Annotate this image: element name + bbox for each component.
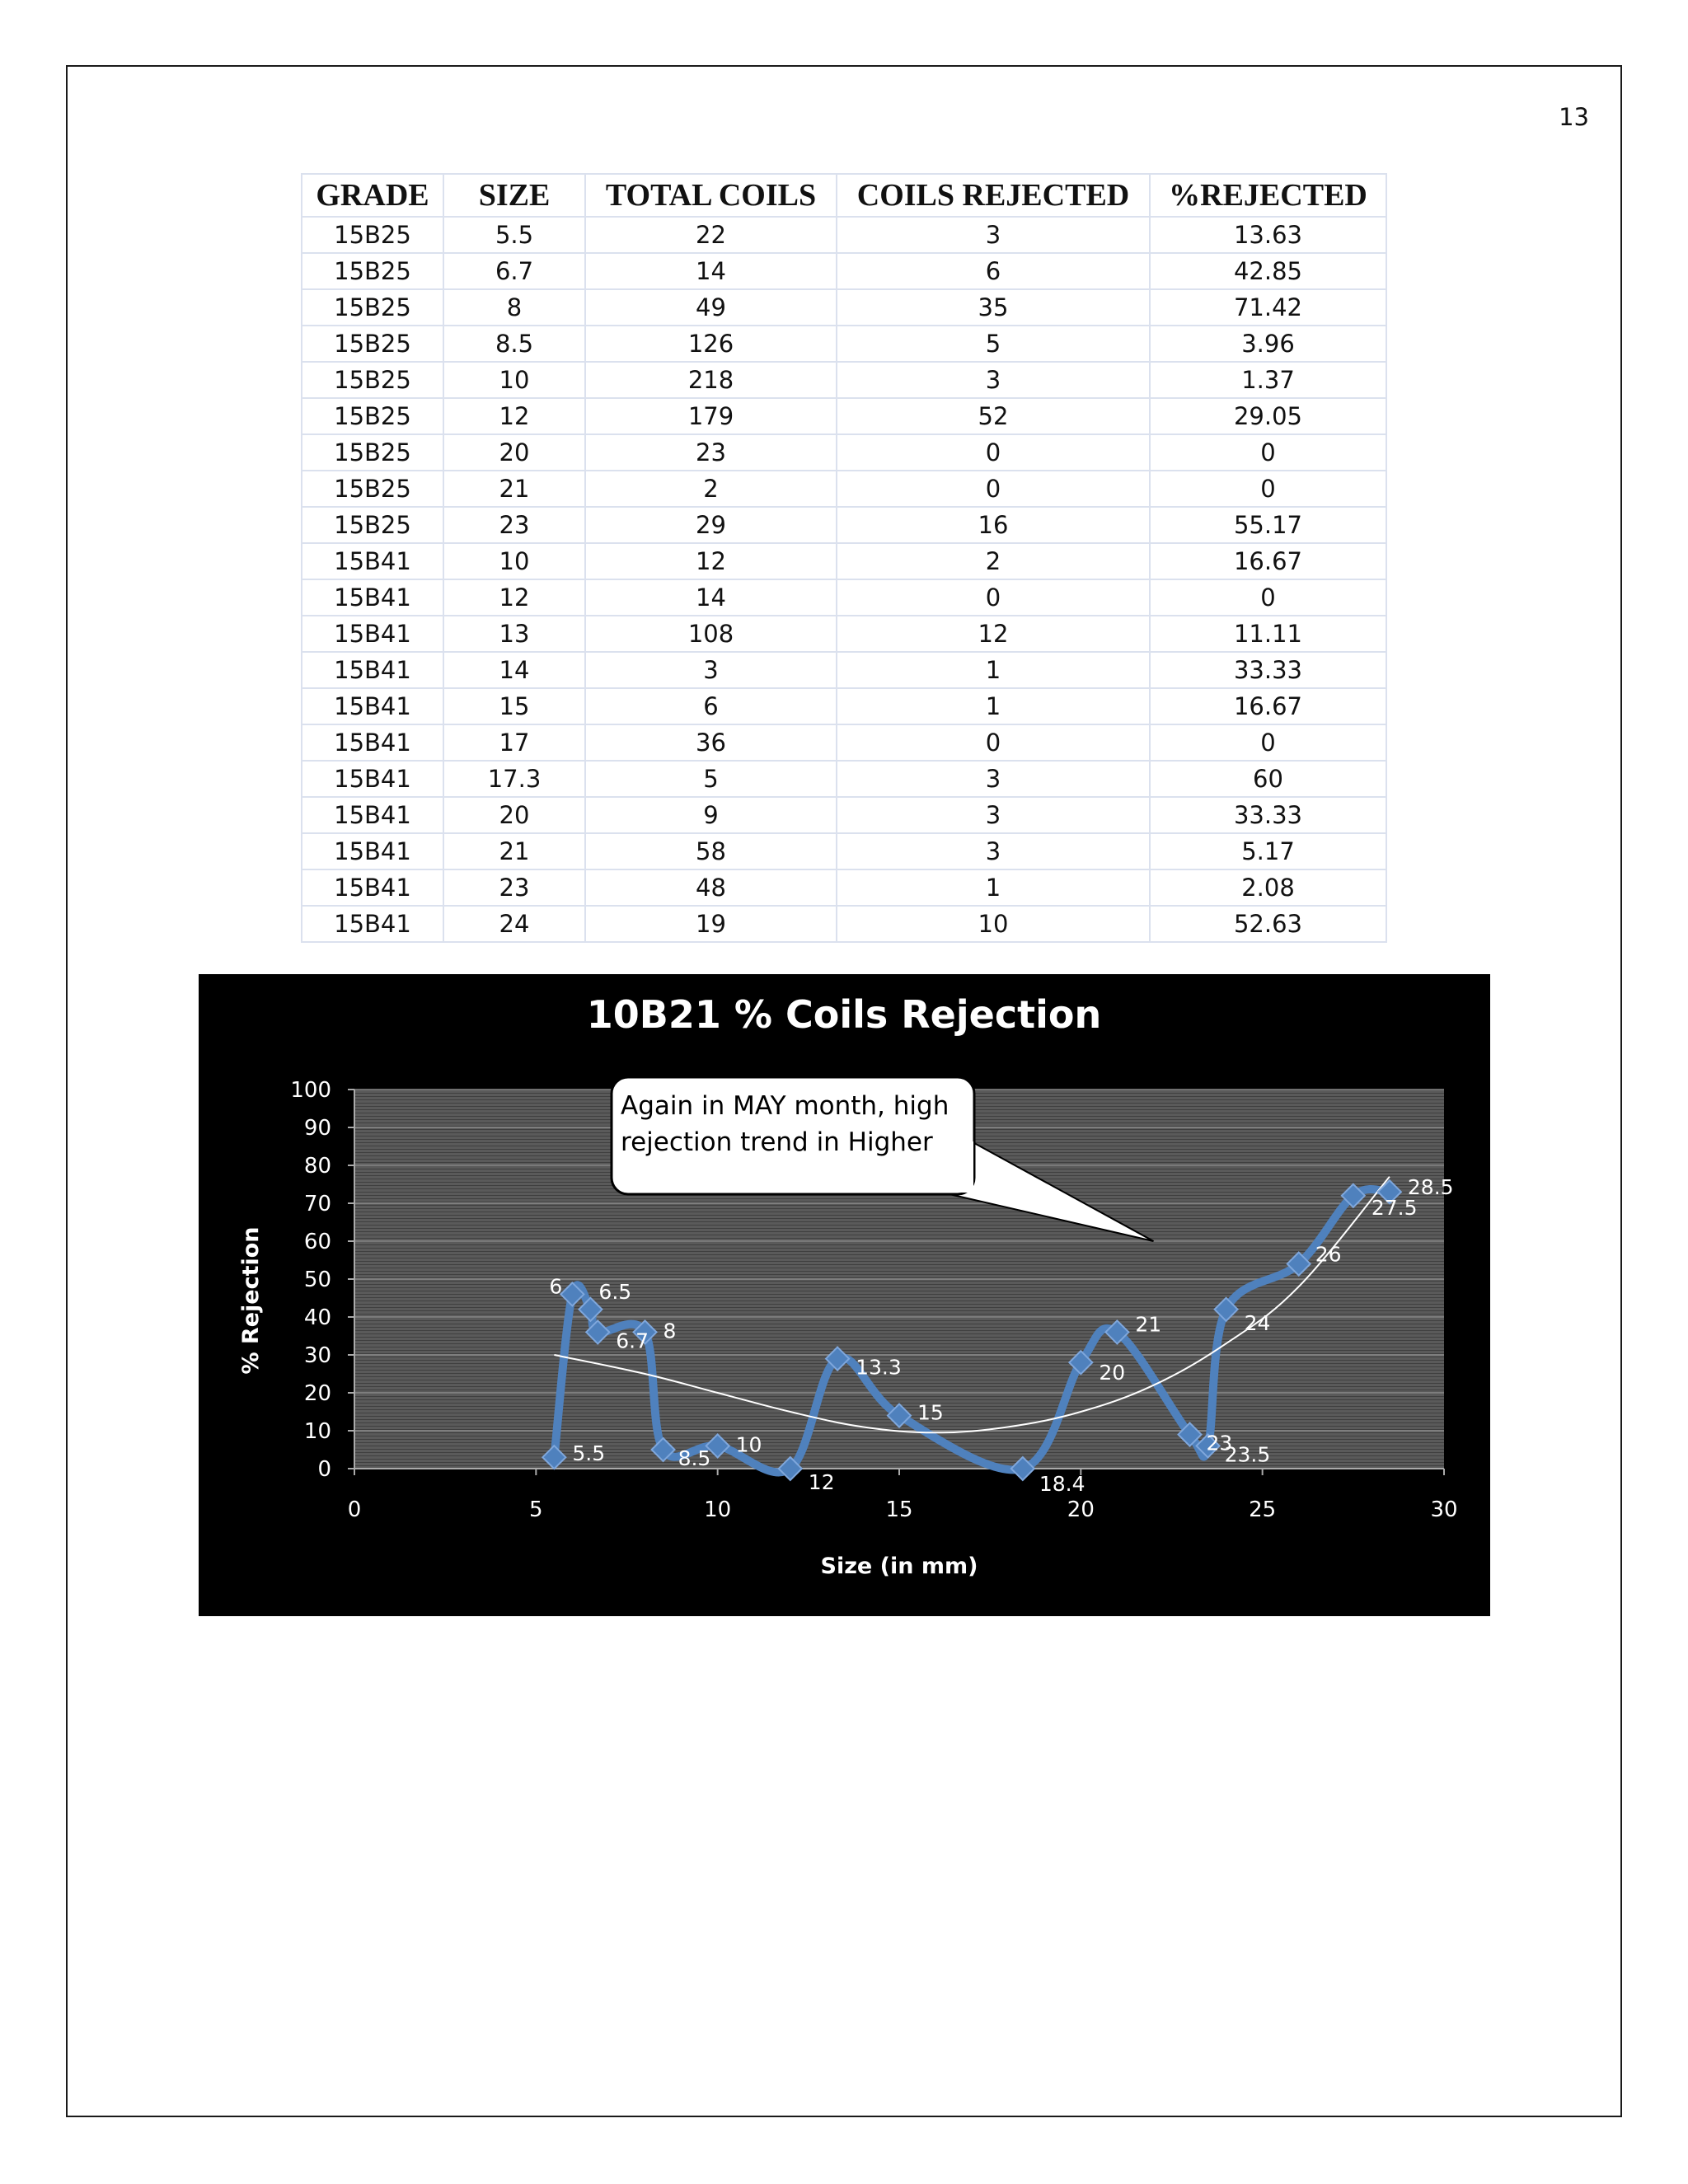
cell-coils-rejected: 3 (837, 833, 1150, 869)
cell-grade: 15B41 (302, 543, 443, 579)
callout-joint (937, 1141, 973, 1193)
cell-total-coils: 2 (585, 471, 837, 507)
cell-coils-rejected: 10 (837, 906, 1150, 942)
cell-grade: 15B25 (302, 471, 443, 507)
cell-coils-rejected: 2 (837, 543, 1150, 579)
data-label: 15 (917, 1400, 944, 1425)
cell-grade: 15B25 (302, 217, 443, 253)
cell-coils-rejected: 0 (837, 724, 1150, 761)
cell-total-coils: 36 (585, 724, 837, 761)
cell-percent-rejected: 2.08 (1150, 869, 1386, 906)
cell-percent-rejected: 1.37 (1150, 362, 1386, 398)
cell-grade: 15B41 (302, 833, 443, 869)
x-tick-label: 15 (885, 1497, 913, 1522)
cell-coils-rejected: 6 (837, 253, 1150, 289)
cell-coils-rejected: 1 (837, 688, 1150, 724)
x-axis-title: Size (in mm) (820, 1554, 978, 1579)
data-label: 28.5 (1407, 1175, 1454, 1200)
y-tick-label: 50 (303, 1268, 331, 1292)
cell-total-coils: 126 (585, 326, 837, 362)
cell-size: 23 (443, 507, 585, 543)
data-label: 6.7 (616, 1329, 649, 1353)
cell-total-coils: 5 (585, 761, 837, 797)
table-row (302, 869, 1386, 906)
table-row (302, 507, 1386, 543)
table-row (302, 652, 1386, 688)
cell-grade: 15B41 (302, 579, 443, 616)
y-tick-label: 100 (290, 1078, 331, 1103)
table-row (302, 362, 1386, 398)
cell-percent-rejected: 5.17 (1150, 833, 1386, 869)
cell-coils-rejected: 35 (837, 289, 1150, 326)
rejection-table (301, 173, 1387, 943)
cell-size: 20 (443, 797, 585, 833)
cell-size: 12 (443, 579, 585, 616)
cell-percent-rejected: 13.63 (1150, 217, 1386, 253)
plot-area (290, 1077, 1457, 1522)
table-row (302, 326, 1386, 362)
cell-size: 12 (443, 398, 585, 434)
cell-coils-rejected: 1 (837, 652, 1150, 688)
chart-title: 10B21 % Coils Rejection (586, 992, 1102, 1037)
header-total-coils: TOTAL COILS (585, 174, 837, 217)
data-label: 10 (735, 1432, 762, 1457)
table-row (302, 253, 1386, 289)
page-number: 13 (1559, 103, 1589, 131)
cell-size: 14 (443, 652, 585, 688)
cell-coils-rejected: 12 (837, 616, 1150, 652)
y-tick-label: 40 (303, 1305, 331, 1330)
cell-grade: 15B41 (302, 797, 443, 833)
data-label: 23 (1206, 1431, 1233, 1455)
cell-grade: 15B41 (302, 761, 443, 797)
cell-percent-rejected: 16.67 (1150, 543, 1386, 579)
cell-percent-rejected: 71.42 (1150, 289, 1386, 326)
cell-grade: 15B41 (302, 906, 443, 942)
y-tick-label: 70 (303, 1192, 331, 1216)
cell-total-coils: 19 (585, 906, 837, 942)
cell-size: 23 (443, 869, 585, 906)
cell-coils-rejected: 3 (837, 797, 1150, 833)
cell-total-coils: 14 (585, 579, 837, 616)
cell-total-coils: 22 (585, 217, 837, 253)
cell-size: 10 (443, 362, 585, 398)
cell-percent-rejected: 55.17 (1150, 507, 1386, 543)
cell-size: 21 (443, 471, 585, 507)
cell-total-coils: 29 (585, 507, 837, 543)
cell-total-coils: 108 (585, 616, 837, 652)
cell-percent-rejected: 60 (1150, 761, 1386, 797)
table-row (302, 724, 1386, 761)
callout-text-line: rejection trend in Higher (621, 1127, 933, 1157)
data-label: 23.5 (1224, 1442, 1271, 1467)
cell-coils-rejected: 3 (837, 761, 1150, 797)
cell-grade: 15B41 (302, 616, 443, 652)
cell-coils-rejected: 52 (837, 398, 1150, 434)
data-label: 5.5 (572, 1441, 606, 1466)
y-tick-label: 20 (303, 1381, 331, 1406)
x-tick-label: 5 (529, 1497, 543, 1522)
cell-grade: 15B25 (302, 253, 443, 289)
cell-coils-rejected: 3 (837, 362, 1150, 398)
table-row (302, 543, 1386, 579)
cell-total-coils: 6 (585, 688, 837, 724)
cell-size: 6.7 (443, 253, 585, 289)
data-label: 6.5 (598, 1279, 632, 1304)
cell-grade: 15B41 (302, 652, 443, 688)
y-tick-label: 90 (303, 1116, 331, 1141)
table-body (302, 217, 1386, 942)
data-label: 27.5 (1371, 1195, 1418, 1220)
y-tick-label: 60 (303, 1230, 331, 1254)
cell-total-coils: 23 (585, 434, 837, 471)
header-coils-rejected: COILS REJECTED (837, 174, 1150, 217)
table-row (302, 289, 1386, 326)
cell-grade: 15B25 (302, 326, 443, 362)
cell-total-coils: 58 (585, 833, 837, 869)
cell-size: 21 (443, 833, 585, 869)
header-grade: GRADE (302, 174, 443, 217)
cell-grade: 15B41 (302, 688, 443, 724)
cell-total-coils: 49 (585, 289, 837, 326)
cell-size: 10 (443, 543, 585, 579)
table-row (302, 579, 1386, 616)
data-label: 26 (1315, 1242, 1342, 1267)
table-row (302, 217, 1386, 253)
chart-area (199, 974, 1490, 1616)
cell-percent-rejected: 3.96 (1150, 326, 1386, 362)
y-axis-title: % Rejection (238, 1226, 264, 1375)
data-label: 13.3 (856, 1355, 902, 1380)
y-tick-label: 0 (317, 1457, 331, 1482)
x-tick-label: 0 (347, 1497, 362, 1522)
table-row (302, 398, 1386, 434)
cell-coils-rejected: 5 (837, 326, 1150, 362)
table-row (302, 471, 1386, 507)
cell-size: 8.5 (443, 326, 585, 362)
data-label: 12 (808, 1470, 835, 1494)
cell-total-coils: 3 (585, 652, 837, 688)
table-header-row (302, 174, 1386, 217)
table-row (302, 833, 1386, 869)
data-label: 6 (549, 1274, 563, 1299)
cell-percent-rejected: 33.33 (1150, 652, 1386, 688)
cell-percent-rejected: 16.67 (1150, 688, 1386, 724)
data-label: 24 (1244, 1310, 1271, 1335)
cell-percent-rejected: 0 (1150, 471, 1386, 507)
y-tick-label: 80 (303, 1154, 331, 1179)
callout-text-line: Again in MAY month, high (621, 1091, 950, 1121)
header-percent-rejected: %REJECTED (1150, 174, 1386, 217)
cell-total-coils: 48 (585, 869, 837, 906)
table-row (302, 761, 1386, 797)
cell-size: 5.5 (443, 217, 585, 253)
cell-coils-rejected: 16 (837, 507, 1150, 543)
x-tick-label: 20 (1067, 1497, 1095, 1522)
cell-percent-rejected: 0 (1150, 579, 1386, 616)
table-row (302, 688, 1386, 724)
cell-size: 17 (443, 724, 585, 761)
cell-grade: 15B41 (302, 724, 443, 761)
table-row (302, 434, 1386, 471)
table-row (302, 616, 1386, 652)
cell-coils-rejected: 3 (837, 217, 1150, 253)
cell-grade: 15B41 (302, 869, 443, 906)
cell-percent-rejected: 0 (1150, 724, 1386, 761)
cell-coils-rejected: 0 (837, 579, 1150, 616)
cell-size: 24 (443, 906, 585, 942)
y-tick-label: 10 (303, 1419, 331, 1444)
data-label: 8.5 (678, 1446, 711, 1470)
cell-percent-rejected: 52.63 (1150, 906, 1386, 942)
cell-percent-rejected: 0 (1150, 434, 1386, 471)
cell-percent-rejected: 29.05 (1150, 398, 1386, 434)
data-label: 21 (1135, 1312, 1162, 1337)
data-label: 20 (1099, 1361, 1126, 1385)
cell-total-coils: 179 (585, 398, 837, 434)
x-tick-label: 10 (704, 1497, 732, 1522)
cell-size: 17.3 (443, 761, 585, 797)
y-tick-label: 30 (303, 1343, 331, 1368)
cell-grade: 15B25 (302, 289, 443, 326)
cell-coils-rejected: 0 (837, 434, 1150, 471)
cell-coils-rejected: 0 (837, 471, 1150, 507)
header-size: SIZE (443, 174, 585, 217)
data-label: 18.4 (1039, 1472, 1085, 1496)
cell-grade: 15B25 (302, 434, 443, 471)
cell-total-coils: 218 (585, 362, 837, 398)
cell-total-coils: 9 (585, 797, 837, 833)
cell-total-coils: 12 (585, 543, 837, 579)
data-label: 8 (663, 1319, 677, 1343)
x-tick-label: 25 (1249, 1497, 1277, 1522)
cell-size: 13 (443, 616, 585, 652)
cell-percent-rejected: 33.33 (1150, 797, 1386, 833)
cell-coils-rejected: 1 (837, 869, 1150, 906)
table-row (302, 797, 1386, 833)
cell-size: 8 (443, 289, 585, 326)
cell-grade: 15B25 (302, 398, 443, 434)
cell-total-coils: 14 (585, 253, 837, 289)
cell-grade: 15B25 (302, 507, 443, 543)
x-tick-label: 30 (1430, 1497, 1458, 1522)
cell-percent-rejected: 42.85 (1150, 253, 1386, 289)
rejection-chart (199, 974, 1490, 1616)
cell-grade: 15B25 (302, 362, 443, 398)
table-row (302, 906, 1386, 942)
cell-size: 20 (443, 434, 585, 471)
cell-percent-rejected: 11.11 (1150, 616, 1386, 652)
cell-size: 15 (443, 688, 585, 724)
